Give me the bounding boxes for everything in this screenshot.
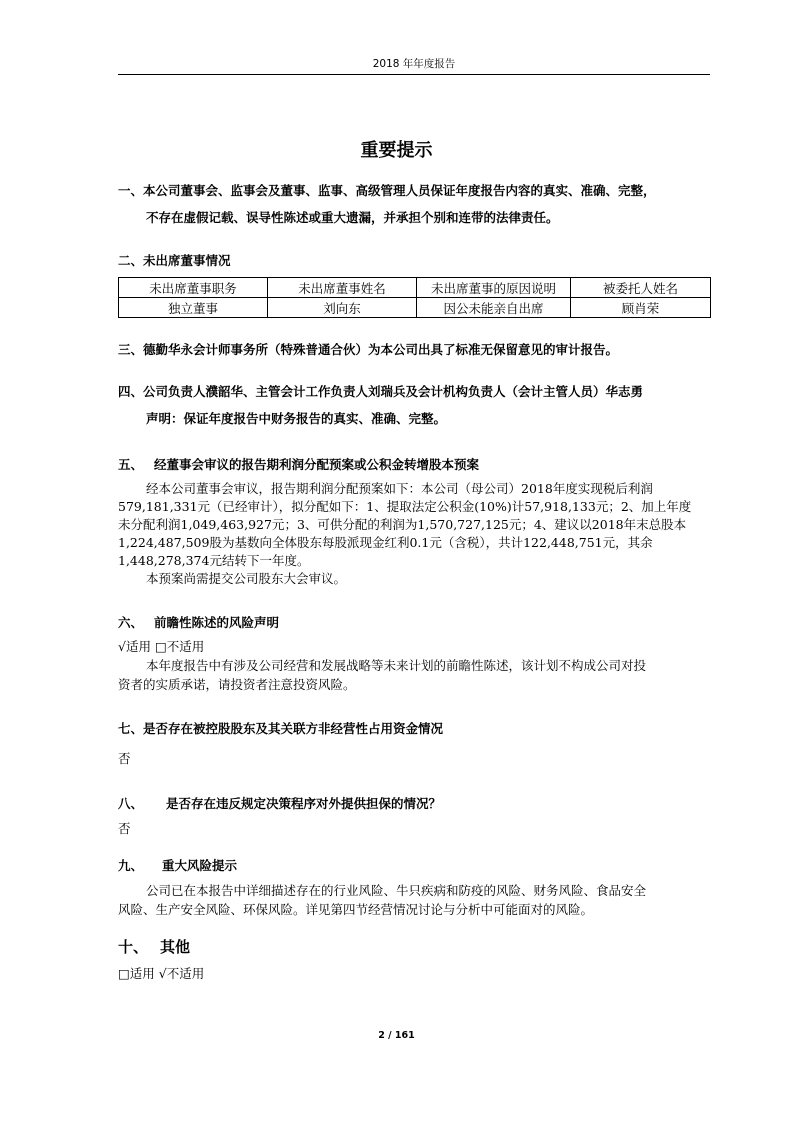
paragraph-line: 1,448,278,374元结转下一年度。 bbox=[118, 553, 310, 568]
applicability-options: □适用 √不适用 bbox=[118, 966, 205, 981]
table-header-cell: 未出席董事的原因说明 bbox=[417, 278, 571, 298]
page-header: 2018 年年度报告 bbox=[372, 58, 456, 70]
paragraph-line: 579,181,331元（已经审计），拟分配如下：1、提取法定公积金(10%)计57,918,133元；2、加上年度 bbox=[118, 499, 692, 514]
section-9-title: 重大风险提示 bbox=[162, 858, 238, 873]
paragraph-line: 1,224,487,509股为基数向全体股东每股派现金红利0.1元（含税），共计122,448,751元，其余 bbox=[118, 535, 653, 550]
section-3-text: 三、德勤华永会计师事务所（特殊普通合伙）为本公司出具了标准无保留意见的审计报告。 bbox=[118, 342, 619, 357]
section-8-answer: 否 bbox=[118, 821, 131, 836]
table-header-cell: 被委托人姓名 bbox=[571, 278, 711, 298]
section-4-line-2: 声明：保证年度报告中财务报告的真实、准确、完整。 bbox=[146, 411, 447, 426]
table-cell: 刘向东 bbox=[268, 298, 417, 318]
table-row bbox=[119, 298, 711, 318]
section-8-number: 八、 bbox=[118, 796, 144, 811]
section-10-number: 十、 bbox=[118, 938, 149, 956]
table-cell: 因公未能亲自出席 bbox=[417, 298, 571, 318]
paragraph-line: 公司已在本报告中详细描述存在的行业风险、牛只疾病和防疫的风险、财务风险、食品安全 bbox=[146, 883, 647, 898]
paragraph-line: 资者的实质承诺，请投资者注意投资风险。 bbox=[118, 677, 356, 692]
paragraph-line: 风险、生产安全风险、环保风险。详见第四节经营情况讨论与分析中可能面对的风险。 bbox=[118, 902, 594, 917]
section-9-number: 九、 bbox=[118, 858, 144, 873]
paragraph-line: 本年度报告中有涉及公司经营和发展战略等未来计划的前瞻性陈述，该计划不构成公司对投 bbox=[146, 658, 647, 673]
table-cell: 顾肖荣 bbox=[571, 298, 711, 318]
header-divider bbox=[118, 74, 710, 75]
section-2-heading: 二、未出席董事情况 bbox=[118, 253, 231, 268]
table-header-cell: 未出席董事姓名 bbox=[268, 278, 417, 298]
paragraph-line: 本预案尚需提交公司股东大会审议。 bbox=[146, 571, 347, 586]
section-7-answer: 否 bbox=[118, 751, 131, 766]
page-title: 重要提示 bbox=[360, 140, 433, 161]
page-number: 2 / 161 bbox=[378, 1030, 415, 1041]
table-header-cell: 未出席董事职务 bbox=[119, 278, 268, 298]
section-10-title: 其他 bbox=[160, 938, 191, 956]
section-1-line-2: 不存在虚假记载、误导性陈述或重大遗漏，并承担个别和连带的法律责任。 bbox=[146, 210, 559, 225]
table-header-row bbox=[119, 278, 711, 298]
table-cell: 独立董事 bbox=[119, 298, 268, 318]
applicability-options: √适用 □不适用 bbox=[118, 639, 205, 654]
section-5-number: 五、 bbox=[118, 457, 144, 472]
section-6-number: 六、 bbox=[118, 615, 144, 630]
section-4-line-1: 四、公司负责人濮韶华、主管会计工作负责人刘瑞兵及会计机构负责人（会计主管人员）华志勇 bbox=[118, 384, 644, 399]
section-1-line-1: 一、本公司董事会、监事会及董事、监事、高级管理人员保证年度报告内容的真实、准确、完整， bbox=[118, 183, 656, 198]
section-5-title: 经董事会审议的报告期利润分配预案或公积金转增股本预案 bbox=[154, 457, 480, 472]
paragraph-line: 经本公司董事会审议，报告期利润分配预案如下：本公司（母公司）2018年度实现税后利润 bbox=[146, 481, 653, 496]
section-7-heading: 七、是否存在被控股股东及其关联方非经营性占用资金情况 bbox=[118, 721, 444, 736]
absent-directors-table bbox=[118, 277, 711, 318]
section-6-title: 前瞻性陈述的风险声明 bbox=[154, 615, 280, 630]
paragraph-line: 未分配利润1,049,463,927元；3、可供分配的利润为1,570,727,125元；4、建议以2018年末总股本 bbox=[118, 517, 687, 532]
section-8-title: 是否存在违反规定决策程序对外提供担保的情况？ bbox=[166, 796, 442, 811]
